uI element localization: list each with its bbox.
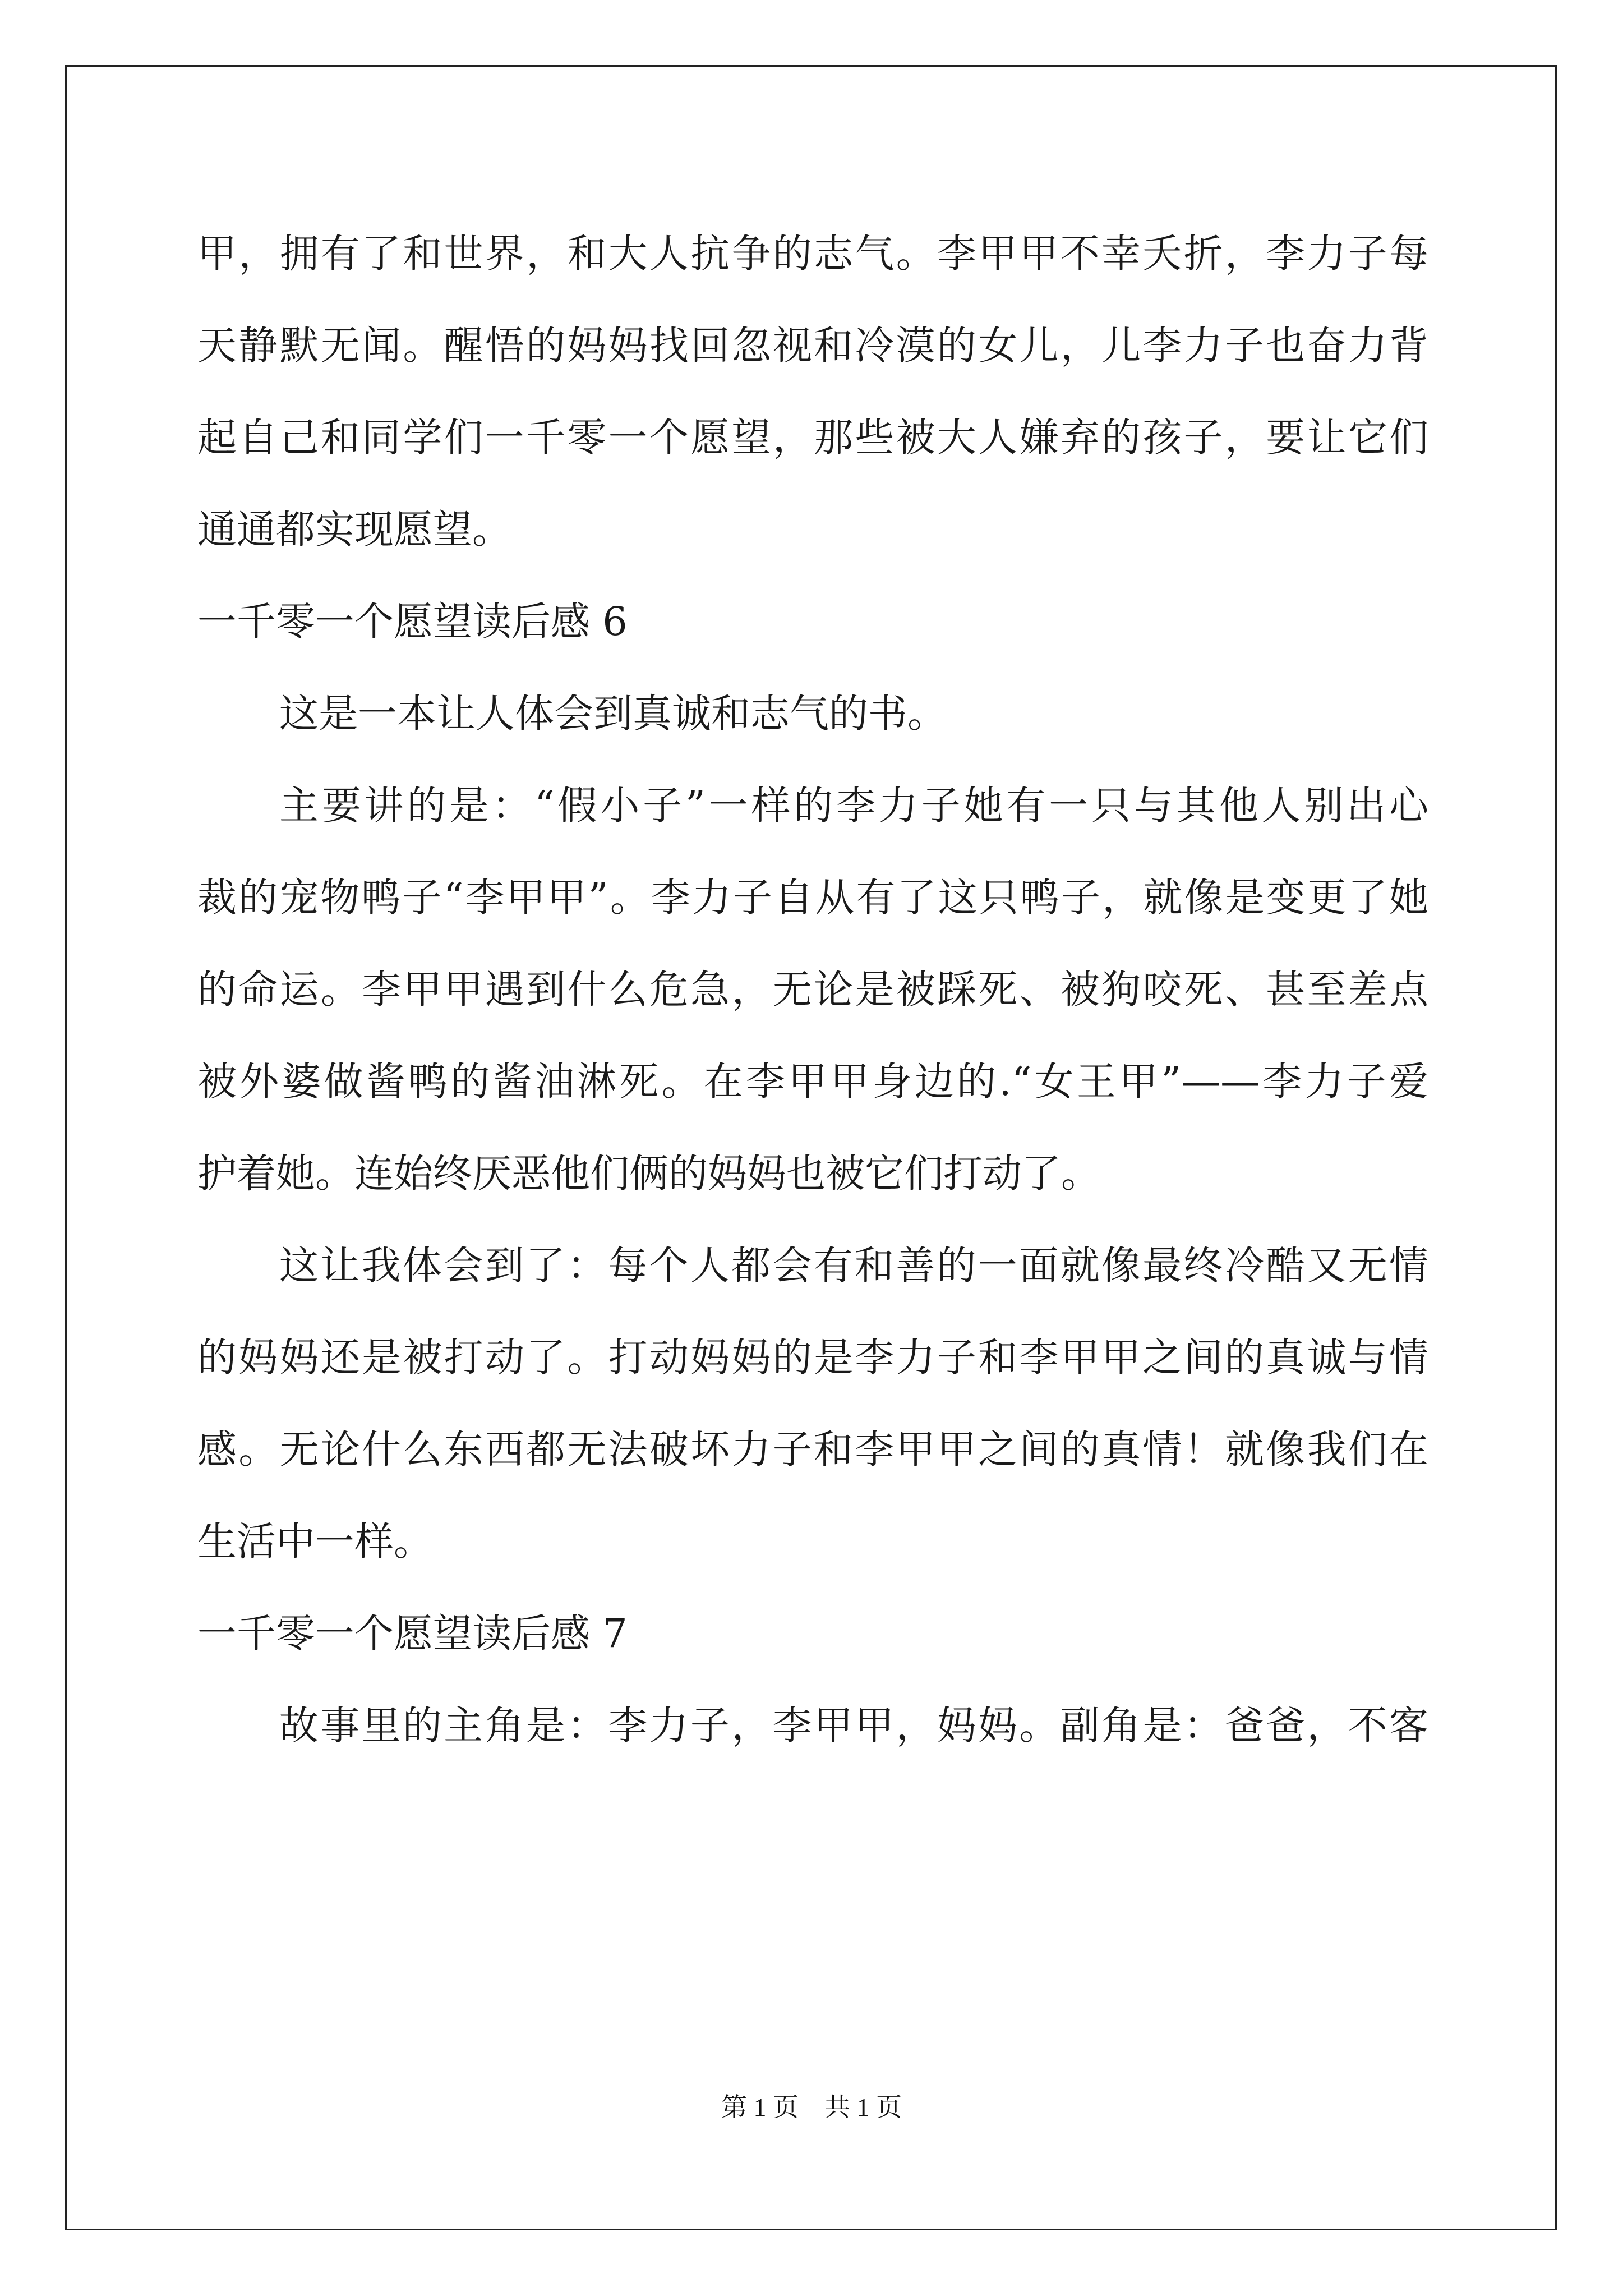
paragraph-line: 这是一本让人体会到真诚和志气的书。 (279, 691, 947, 737)
paragraph-line: 护着她。连始终厌恶他们俩的妈妈也被它们打动了。 (197, 1151, 1100, 1197)
document-body (197, 208, 1428, 1772)
paragraph-line: 主要讲的是：“假小子”一样的李力子她有一只与其他人别出心 (279, 783, 1428, 829)
paragraph-line: 的命运。李甲甲遇到什么危急，无论是被踩死、被狗咬死、甚至差点 (197, 967, 1428, 1013)
paragraph-line: 这让我体会到了：每个人都会有和善的一面就像最终冷酷又无情 (279, 1243, 1428, 1289)
paragraph-line: 起自己和同学们一千零一个愿望，那些被大人嫌弃的孩子，要让它们 (197, 415, 1428, 461)
section-heading: 一千零一个愿望读后感 6 (197, 599, 628, 645)
paragraph-line: 的妈妈还是被打动了。打动妈妈的是李力子和李甲甲之间的真诚与情 (197, 1335, 1428, 1381)
paragraph-line: 甲，拥有了和世界，和大人抗争的志气。李甲甲不幸夭折，李力子每 (197, 231, 1428, 277)
paragraph-line: 生活中一样。 (197, 1519, 433, 1565)
paragraph-line: 故事里的主角是：李力子，李甲甲，妈妈。副角是：爸爸，不客 (279, 1703, 1428, 1749)
paragraph-line: 通通都实现愿望。 (197, 507, 511, 553)
paragraph-line: 天静默无闻。醒悟的妈妈找回忽视和冷漠的女儿，儿李力子也奋力背 (197, 323, 1428, 369)
paragraph-line: 感。无论什么东西都无法破坏力子和李甲甲之间的真情！就像我们在 (197, 1427, 1428, 1473)
paragraph-line: 被外婆做酱鸭的酱油淋死。在李甲甲身边的.“女王甲”——李力子爱 (197, 1059, 1428, 1105)
paragraph-line: 裁的宠物鸭子“李甲甲”。李力子自从有了这只鸭子，就像是变更了她 (197, 875, 1428, 921)
page-number-footer: 第 1 页 共 1 页 (721, 2093, 902, 2122)
section-heading: 一千零一个愿望读后感 7 (197, 1611, 628, 1657)
